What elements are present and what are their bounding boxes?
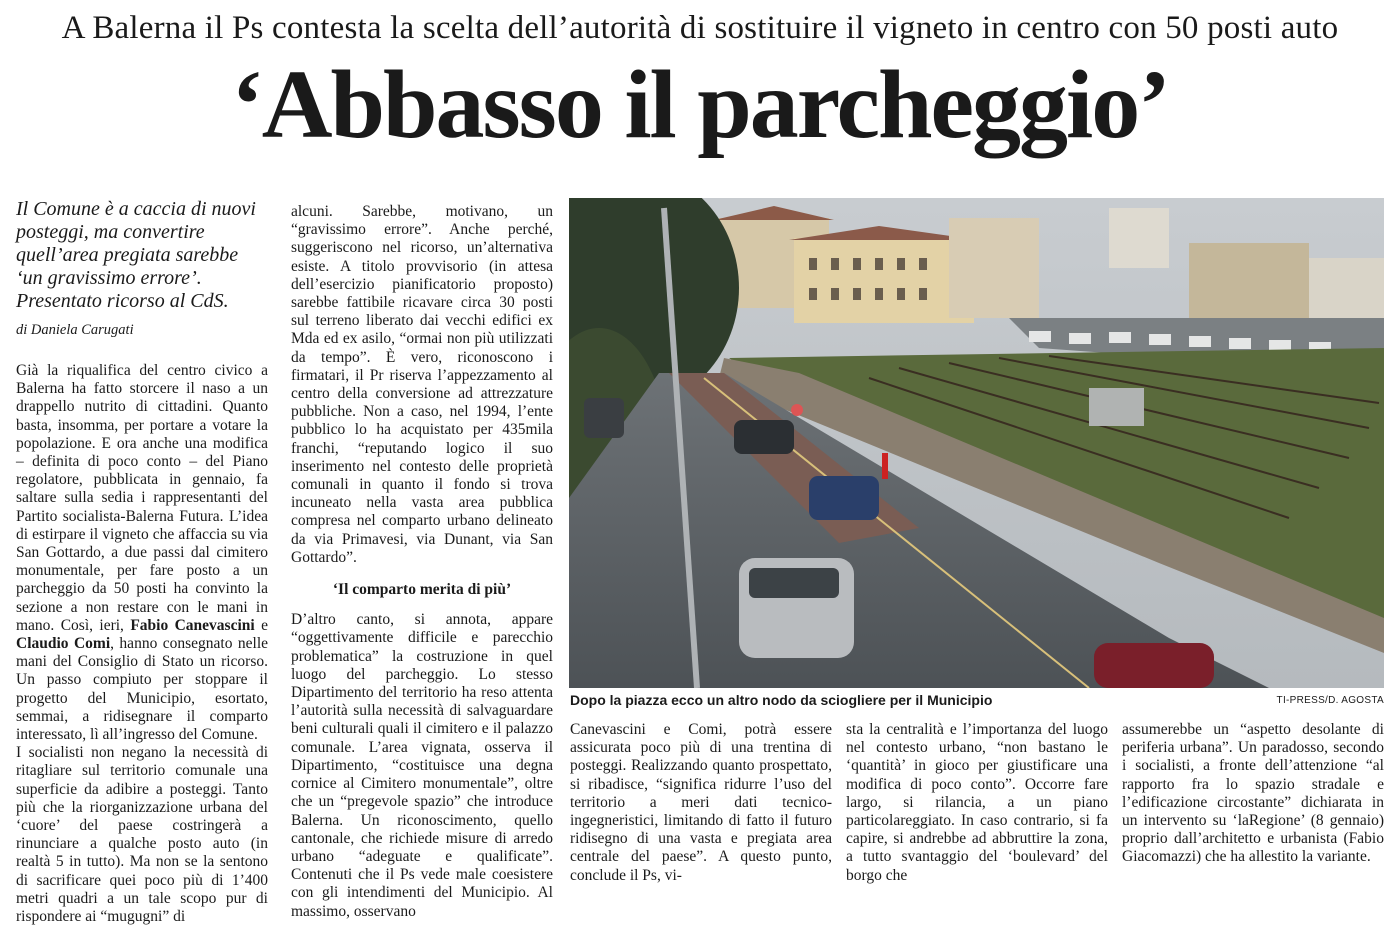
- summary: Il Comune è a caccia di nuovi posteggi, ma convertire quell’area pregiata sarebbe ‘un gravissimo errore’. Presentato ricorso al CdS.: [16, 198, 256, 312]
- col3-paragraph: Canevascini e Comi, potrà essere assicurata poco più di una trentina di posteggi. Realizzando quanto prospettato, si ribadisce, “significa ridurre l’uso del territorio a meri dati tecnico-ingegneristici, limitando di fatto il futuro ridisegno di una vasta e pregiata area centrale del paese”. A questo punto, conclude il Ps, vi-: [570, 721, 832, 884]
- column-1: [16, 362, 268, 926]
- column-5: [1122, 721, 1384, 867]
- col1-text-a: Già la riqualifica del centro civico a Balerna ha fatto storcere il naso a un drappello nutrito di cittadini. Quanto basta, insomma, per portare a votare la popolazione. E ora anche una modifica – definita di poco conto – del Piano regolatore, pubblicata in gennaio, fa saltare sulla sedia i rappresentanti del Partito socialista-Balerna Futura. L’idea di estirpare il vigneto che affaccia su via San Gottardo, a due passi dal cimitero monumentale, per fare posto a un parcheggio da 50 posti ha convinto la sezione a non restare con le mani in mano. Così, ieri,: [16, 362, 268, 634]
- subheading: ‘Il comparto merita di più’: [332, 581, 512, 599]
- photo-caption: Dopo la piazza ecco un altro nodo da sciogliere per il Municipio: [570, 692, 993, 708]
- col2-paragraph-2: D’altro canto, si annota, appare “oggettivamente difficile e parecchio problematica” la costruzione in quel luogo del parcheggio. Lo stesso Dipartimento del territorio ha reso attenta l’autorità sulla necessità di salvaguardare beni culturali quali il cimitero e il palazzo comunale. L’area vignata, osserva il Dipartimento, “costituisce una degna cornice al Cimitero monumentale”, oltre che un “pregevole spazio” che introduce Balerna. Un riconoscimento, quello cantonale, che richiede misure di arredo urbano “adeguate e qualificate”. Contenuti che il Ps vede male coesistere con gli intendimenti del Municipio. Al massimo, osservano: [291, 611, 553, 920]
- photo-credit: TI-PRESS/D. AGOSTA: [1276, 695, 1384, 706]
- col2-paragraph-1: alcuni. Sarebbe, motivano, un “gravissimo errore”. Anche perché, suggeriscono nel ricorso, un’alternativa esiste. A titolo provvisorio (in attesa dell’esercizio pianificatorio proposto) sarebbe fattibile ricavare circa 30 posti sul terreno liberato dai vecchi edifici ex Mda ed ex asilo, “ormai non più utilizzati da tempo”. È vero, riconoscono i firmatari, il Pr riserva l’appezzamento al centro della conversione ad attrezzature pubbliche. Non a caso, nel 1994, l’ente pubblico lo ha acquistato per 435mila franchi, “reputando logico il suo inserimento nel contesto delle proprietà comunali in quanto il fondo si trova incuneato nella vasta area pubblica compresa nel comparto urbano delineato da via Primavesi, via Dunant, via San Gottardo”.: [291, 203, 553, 566]
- column-3: [570, 721, 832, 885]
- author-name-1: Fabio Canevascini: [130, 616, 255, 634]
- kicker: A Balerna il Ps contesta la scelta dell’autorità di sostituire il vigneto in centro con 50 posti auto: [61, 10, 1339, 46]
- col1-text-c: , hanno consegnato nelle mani del Consiglio di Stato un ricorso. Un passo compiuto per stoppare il progetto del Municipio, esortato, semmai, a ridisegnare il comparto interessato, lì all’ingresso del Comune.: [16, 635, 268, 744]
- col5-paragraph: assumerebbe un “aspetto desolante di periferia urbana”. Un paradosso, secondo i socialisti, a fronte dell’attenzione “al rapporto fra lo spazio stradale e l’edificazione circostante” dichiarata in un intervento su ‘laRegione’ (8 gennaio) proprio dall’architetto e urbanista (Fabio Giacomazzi) che ha allestito la variante.: [1122, 721, 1384, 866]
- column-2: [291, 203, 553, 921]
- headline: ‘Abbasso il parcheggio’: [231, 51, 1169, 159]
- col1-paragraph-2: I socialisti non negano la necessità di ritagliare sul territorio comunale una superficie da adibire a posteggi. Tanto più che la riorganizzazione urbana del ‘cuore’ del paese costringerà a rinunciare a qualche posto auto (in realtà 5 in tutto). Ma non se la sentono di sacrificare quei poco più di 1’400 metri quadri a un tale scopo pur di rispondere ai “mugugni” di: [16, 744, 268, 926]
- author-name-2: Claudio Comi: [16, 635, 111, 653]
- photo-illustration: [569, 198, 1384, 688]
- col1-paragraph-1: [16, 362, 268, 744]
- column-4: [846, 721, 1108, 885]
- byline: di Daniela Carugati: [16, 322, 134, 338]
- street-photo: [569, 198, 1384, 688]
- col1-text-b: e: [254, 616, 268, 634]
- col4-paragraph: sta la centralità e l’importanza del luogo nel contesto urbano, “non bastano le ‘quantità’ in gioco per giustificare una modifica di poco conto”. Occorre fare largo, si rilancia, a un piano particolareggiato. In caso contrario, si fa capire, si andrebbe ad abbruttire la zona, a tutto svantaggio del ‘boulevard’ del borgo che: [846, 721, 1108, 884]
